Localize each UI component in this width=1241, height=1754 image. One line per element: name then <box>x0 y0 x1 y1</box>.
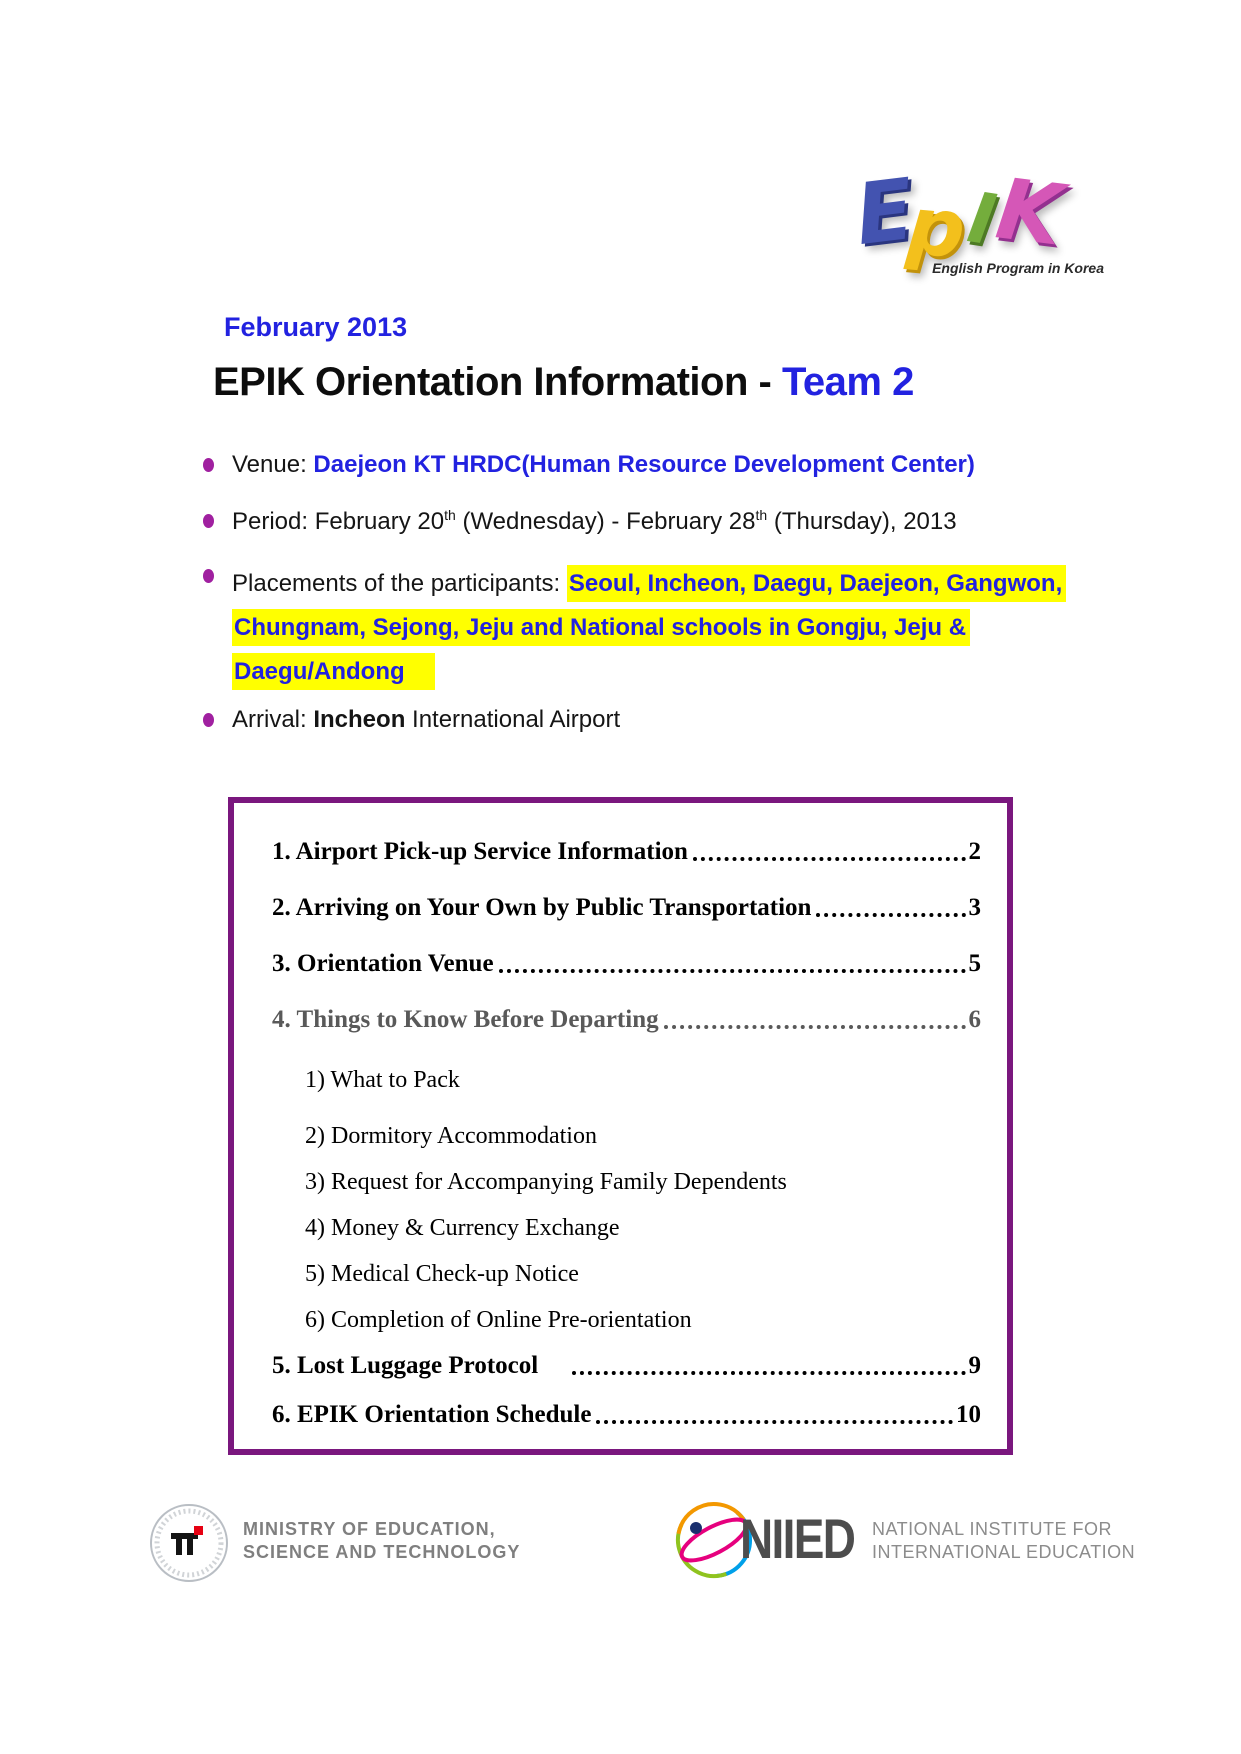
venue-label: Venue: <box>232 451 314 478</box>
document-date: February 2013 <box>224 312 408 342</box>
toc-item-2 <box>272 893 981 923</box>
toc-item-5-page: 9 <box>968 1352 981 1379</box>
toc-subitem-2: 2) Dormitory Accommodation <box>305 1123 597 1149</box>
placements-line-3 <box>232 650 1192 694</box>
epik-logo <box>850 158 1106 277</box>
niied-name <box>872 1518 1135 1564</box>
logo-letter-i: I <box>962 176 1001 262</box>
page-title <box>213 360 914 405</box>
ministry-name-line-2: SCIENCE AND TECHNOLOGY <box>243 1542 521 1562</box>
dots-leader <box>596 1420 953 1424</box>
dots-leader <box>693 857 966 861</box>
logo-letter-k: K <box>990 159 1068 265</box>
toc-item-5-label: 5. Lost Luggage Protocol <box>272 1352 539 1379</box>
placements-line-2 <box>232 606 1192 650</box>
toc-item-3 <box>272 949 981 979</box>
period-text-3: (Thursday), 2013 <box>767 508 957 535</box>
arrival-label: Arrival: <box>232 706 314 733</box>
toc-item-4-label: 4. Things to Know Before Departing <box>272 1006 659 1033</box>
ministry-name <box>243 1518 520 1564</box>
placements-highlight-1: Seoul, Incheon, Daegu, Daejeon, Gangwon, <box>567 565 1066 602</box>
logo-letter-p: p <box>904 178 970 277</box>
toc-subitem-4: 4) Money & Currency Exchange <box>305 1215 620 1241</box>
dots-leader <box>664 1025 966 1029</box>
placements-label: Placements of the participants: <box>232 570 567 597</box>
toc-subitem-3: 3) Request for Accompanying Family Dependents <box>305 1169 787 1195</box>
toc-subitem-1: 1) What to Pack <box>305 1067 460 1093</box>
period-text-2: (Wednesday) - February 28 <box>455 508 756 535</box>
dots-leader <box>572 1371 965 1375</box>
period-text-1: Period: February 20 <box>232 508 445 535</box>
bullet-placements <box>180 562 1192 694</box>
toc-item-3-label: 3. Orientation Venue <box>272 950 494 977</box>
toc-item-1-label: 1. Airport Pick-up Service Information <box>272 838 688 865</box>
arrival-rest: International Airport <box>405 706 621 733</box>
epik-tagline: English Program in Korea <box>932 260 1104 276</box>
toc-item-6-page: 10 <box>956 1401 981 1428</box>
toc-item-1 <box>272 837 981 867</box>
toc-item-3-page: 5 <box>968 950 981 977</box>
venue-value: Daejeon KT HRDC(Human Resource Development Center) <box>313 451 975 478</box>
toc-item-4-page: 6 <box>968 1006 981 1033</box>
logo-letter-e: E <box>850 159 920 265</box>
niied-name-line-2: INTERNATIONAL EDUCATION <box>872 1542 1136 1562</box>
bullet-period <box>180 507 1192 536</box>
ministry-name-line-1: MINISTRY OF EDUCATION, <box>243 1519 496 1539</box>
period-sup-1: th <box>444 507 456 523</box>
niied-name-line-1: NATIONAL INSTITUTE FOR <box>872 1519 1113 1539</box>
toc-item-5 <box>272 1351 981 1381</box>
placements-highlight-3: Daegu/Andong <box>232 653 435 690</box>
bullet-arrival <box>180 706 1192 734</box>
placements-highlight-2: Chungnam, Sejong, Jeju and National schools in Gongju, Jeju & <box>232 609 970 646</box>
toc-item-4 <box>272 1005 981 1035</box>
ministry-seal-icon <box>148 1502 230 1584</box>
niied-acronym: NIIED <box>740 1507 855 1570</box>
toc-item-1-page: 2 <box>968 838 981 865</box>
toc-item-2-label: 2. Arriving on Your Own by Public Transportation <box>272 894 812 921</box>
period-sup-2: th <box>755 507 768 523</box>
dots-leader <box>816 913 965 917</box>
dots-leader <box>499 969 966 973</box>
toc-item-2-page: 3 <box>968 894 981 921</box>
page-title-main: EPIK Orientation Information - <box>213 360 782 404</box>
placements-line-1 <box>232 562 1192 606</box>
toc-box <box>228 797 1013 1455</box>
toc-item-6-label: 6. EPIK Orientation Schedule <box>272 1401 592 1428</box>
toc-subitem-5: 5) Medical Check-up Notice <box>305 1261 579 1287</box>
toc-item-6 <box>272 1400 981 1430</box>
bullet-venue <box>180 451 1192 479</box>
arrival-city: Incheon <box>313 706 406 733</box>
toc-subitem-6: 6) Completion of Online Pre-orientation <box>305 1307 692 1333</box>
page-title-team: Team 2 <box>781 360 914 404</box>
